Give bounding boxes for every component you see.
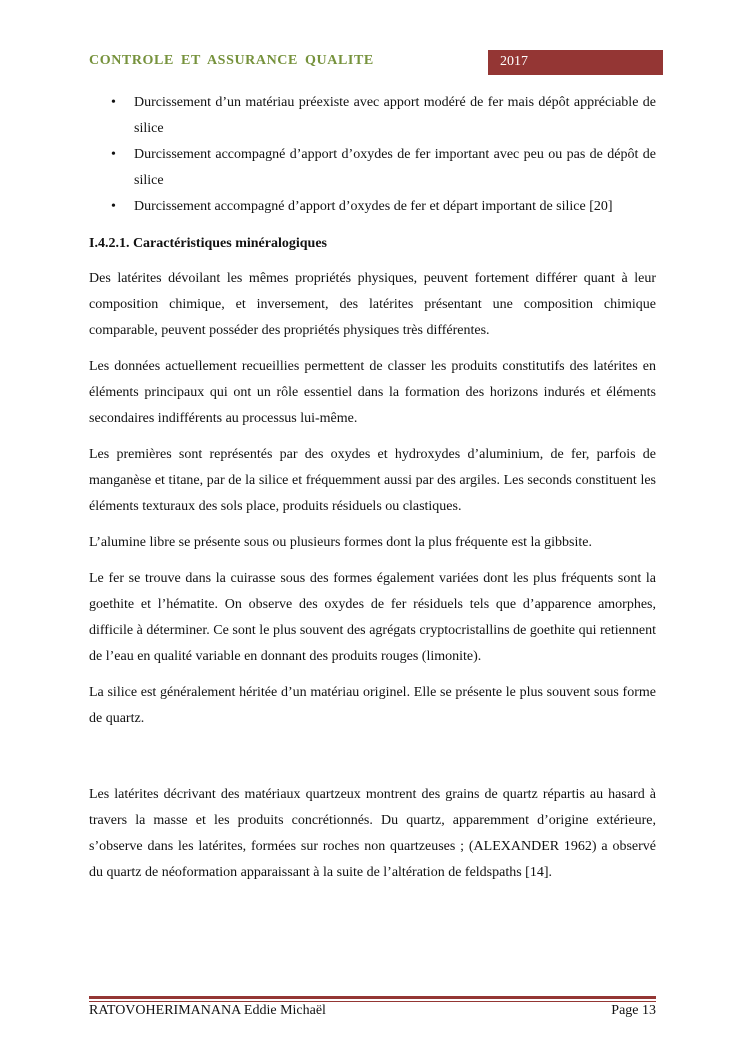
bullet-text: Durcissement accompagné d’apport d’oxydes de fer important avec peu ou pas de dépôt de silice: [134, 147, 656, 188]
paragraph: L’alumine libre se présente sous ou plusieurs formes dont la plus fréquente est la gibbsite.: [89, 535, 592, 550]
bullet-item: [89, 90, 656, 142]
footer-author: RATOVOHERIMANANA Eddie Michaël: [89, 1003, 326, 1018]
paragraph: La silice est généralement héritée d’un matériau originel. Elle se présente le plus souvent sous forme de quartz.: [89, 685, 656, 726]
paragraph: Les données actuellement recueillies permettent de classer les produits constitutifs des latérites en éléments principaux qui ont un rôle essentiel dans la formation des horizons indurés et éléments secondaires indifférents au processus lui-même.: [89, 359, 656, 426]
bullet-list: [89, 90, 656, 220]
bullet-text: Durcissement accompagné d’apport d’oxydes de fer et départ important de silice [20]: [134, 199, 613, 214]
paragraph: Les latérites décrivant des matériaux quartzeux montrent des grains de quartz répartis au hasard à travers la masse et les produits concrétionnés. Du quartz, apparemment d’origine extérieure, s’observe dans les latérites, formées sur roches non quartzeuses ; (ALEXANDER 1962) a observé du quartz de néoformation apparaissant à la suite de l’altération de feldspaths [14].: [89, 787, 656, 880]
paragraph: Les premières sont représentés par des oxydes et hydroxydes d’aluminium, de fer, parfois de manganèse et titane, par de la silice et fréquemment aussi par des argiles. Les seconds constituent les éléments texturaux des sols place, produits résiduels ou clastiques.: [89, 447, 656, 514]
paragraph: Des latérites dévoilant les mêmes propriétés physiques, peuvent fortement différer quant à leur composition chimique, et inversement, des latérites présentant une composition chimique comparable, peuvent posséder des propriétés physiques très différentes.: [89, 271, 656, 338]
header-year-box: 2017: [488, 50, 663, 75]
bullet-icon: •: [111, 199, 116, 214]
bullet-text: Durcissement d’un matériau préexiste avec apport modéré de fer mais dépôt appréciable de silice: [134, 95, 656, 136]
bullet-icon: •: [111, 95, 116, 110]
bullet-item: [89, 194, 656, 220]
header-title: CONTROLE ET ASSURANCE QUALITE: [89, 53, 374, 68]
page-number: Page 13: [611, 1003, 656, 1018]
footer-divider: [89, 996, 656, 999]
bullet-item: [89, 142, 656, 194]
section-heading: I.4.2.1. Caractéristiques minéralogiques: [89, 236, 327, 251]
bullet-icon: •: [111, 147, 116, 162]
page-content: [89, 90, 656, 896]
footer-divider-thin: [89, 1001, 656, 1002]
paragraph: Le fer se trouve dans la cuirasse sous des formes également variées dont les plus fréquents sont la goethite et l’hématite. On observe des oxydes de fer résiduels tels que d’apparence amorphes, difficile à déterminer. Ce sont le plus souvent des agrégats cryptocristallins de goethite qui retiennent de l’eau en qualité variable en donnant des produits rouges (limonite).: [89, 571, 656, 664]
